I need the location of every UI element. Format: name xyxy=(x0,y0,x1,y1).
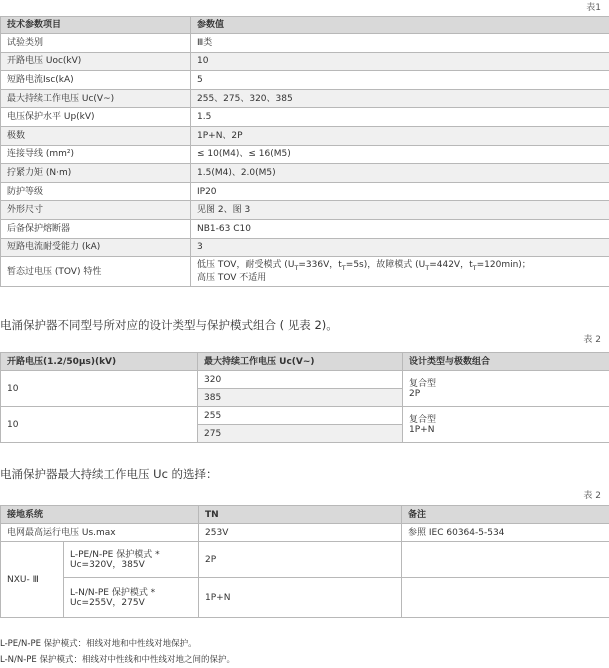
table-row xyxy=(1,108,609,127)
uc-mode-line-1: L-PE/N-PE 保护模式 * xyxy=(70,549,160,560)
tov-line-1: 低压 TOV，耐受模式 ($U_T=336V$，$t_T=5s$)，故障模式 ($U_T=442V$，$t_T=120\min$)； xyxy=(197,260,531,273)
spec-item: 后备保护熔断器 xyxy=(1,219,191,238)
table3-label: 表 2 xyxy=(583,491,601,501)
table-row xyxy=(1,126,609,145)
uc-mode-remark xyxy=(402,542,609,578)
tov-line-2: 高压 TOV 不适用 xyxy=(197,273,267,284)
spec-value: 1.5(M4)、2.0(M5) xyxy=(191,164,609,183)
table-row xyxy=(1,164,609,183)
spec-item: 外形尺寸 xyxy=(1,201,191,220)
uc-row-tn: 253V xyxy=(199,524,402,542)
spec-value: Ⅲ类 xyxy=(191,34,609,53)
uc-header-tn: TN xyxy=(199,506,402,524)
spec-value: 3 xyxy=(191,238,609,257)
spec-item: 暂态过电压 (TOV) 特性 xyxy=(1,257,191,287)
table-row xyxy=(1,407,609,425)
uc-mode-value: 2P xyxy=(199,542,402,578)
design-uc-cell: 385 xyxy=(198,389,403,407)
spec-value: 5 xyxy=(191,71,609,90)
design-type-table xyxy=(0,352,609,443)
uc-mode-value: 1P+N xyxy=(199,578,402,618)
table-row xyxy=(1,578,609,618)
design-header-uc: 最大持续工作电压 Uc(V~) xyxy=(198,353,403,371)
table-row xyxy=(1,542,609,578)
spec-value: ≤ 10(M4)、≤ 16(M5) xyxy=(191,145,609,164)
design-type: 复合型 xyxy=(409,378,437,389)
design-uc-cell: 320 xyxy=(198,371,403,389)
uc-mode-cell xyxy=(64,542,199,578)
design-poles: 2P xyxy=(409,388,421,399)
design-header-combo: 设计类型与极数组合 xyxy=(403,353,609,371)
design-type: 复合型 xyxy=(409,414,437,425)
uc-header-remark: 备注 xyxy=(402,506,609,524)
design-voc-cell: 10 xyxy=(1,407,198,443)
table-row xyxy=(1,371,609,389)
paragraph-design-types: 电涌保护器不同型号所对应的设计类型与保护模式组合 ( 见表 2)。 xyxy=(0,318,338,332)
uc-row-remark: 参照 IEC 60364-5-534 xyxy=(402,524,609,542)
design-combo-cell xyxy=(403,371,609,407)
uc-mode-line-1: L-N/N-PE 保护模式 * xyxy=(70,587,156,598)
uc-selection-table xyxy=(0,505,609,618)
table-row xyxy=(1,219,609,238)
uc-row-label: 电网最高运行电压 Us.max xyxy=(1,524,199,542)
spec-item: 连接导线 (mm²) xyxy=(1,145,191,164)
table-row xyxy=(1,71,609,90)
spec-value xyxy=(191,257,609,287)
spec-item: 短路电流Isc(kA) xyxy=(1,71,191,90)
table-row xyxy=(1,238,609,257)
uc-header-grounding: 接地系统 xyxy=(1,506,199,524)
table2-label: 表 2 xyxy=(583,335,601,345)
uc-model-cell: NXU- Ⅲ xyxy=(1,542,64,618)
design-header-voc: 开路电压(1.2/50μs)(kV) xyxy=(1,353,198,371)
spec-header-value: 参数值 xyxy=(191,17,609,34)
spec-item: 试验类别 xyxy=(1,34,191,53)
table-row xyxy=(1,182,609,201)
spec-value: 10 xyxy=(191,52,609,71)
spec-item: 拧紧力矩 (N·m) xyxy=(1,164,191,183)
table-row xyxy=(1,524,609,542)
spec-value: 1P+N、2P xyxy=(191,126,609,145)
design-combo-cell xyxy=(403,407,609,443)
table-row xyxy=(1,52,609,71)
spec-value: 1.5 xyxy=(191,108,609,127)
spec-item: 最大持续工作电压 Uc(V~) xyxy=(1,89,191,108)
spec-item: 极数 xyxy=(1,126,191,145)
spec-item: 开路电压 Uoc(kV) xyxy=(1,52,191,71)
spec-value: NB1-63 C10 xyxy=(191,219,609,238)
uc-mode-cell xyxy=(64,578,199,618)
spec-header-item: 技术参数项目 xyxy=(1,17,191,34)
spec-value: 255、275、320、385 xyxy=(191,89,609,108)
design-poles: 1P+N xyxy=(409,424,435,435)
design-voc-cell: 10 xyxy=(1,371,198,407)
note-line: L-N/N-PE 保护模式：相线对中性线和中性线对地之间的保护。 xyxy=(0,655,236,665)
design-uc-cell: 255 xyxy=(198,407,403,425)
table-row xyxy=(1,34,609,53)
uc-mode-line-2: Uc=255V，275V xyxy=(70,597,145,608)
spec-value: 见图 2、图 3 xyxy=(191,201,609,220)
spec-table-header xyxy=(1,17,609,34)
table-row xyxy=(1,145,609,164)
paragraph-uc-selection: 电涌保护器最大持续工作电压 Uc 的选择： xyxy=(0,467,218,481)
table-row xyxy=(1,257,609,287)
spec-value: IP20 xyxy=(191,182,609,201)
spec-item: 电压保护水平 Up(kV) xyxy=(1,108,191,127)
spec-item: 防护等级 xyxy=(1,182,191,201)
table-row xyxy=(1,201,609,220)
table-row xyxy=(1,89,609,108)
design-uc-cell: 275 xyxy=(198,425,403,443)
uc-mode-remark xyxy=(402,578,609,618)
table1-label: 表1 xyxy=(586,3,601,13)
uc-mode-line-2: Uc=320V，385V xyxy=(70,559,145,570)
spec-item: 短路电流耐受能力 (kA) xyxy=(1,238,191,257)
spec-table xyxy=(0,16,609,287)
note-line: L-PE/N-PE 保护模式：相线对地和中性线对地保护。 xyxy=(0,639,197,649)
